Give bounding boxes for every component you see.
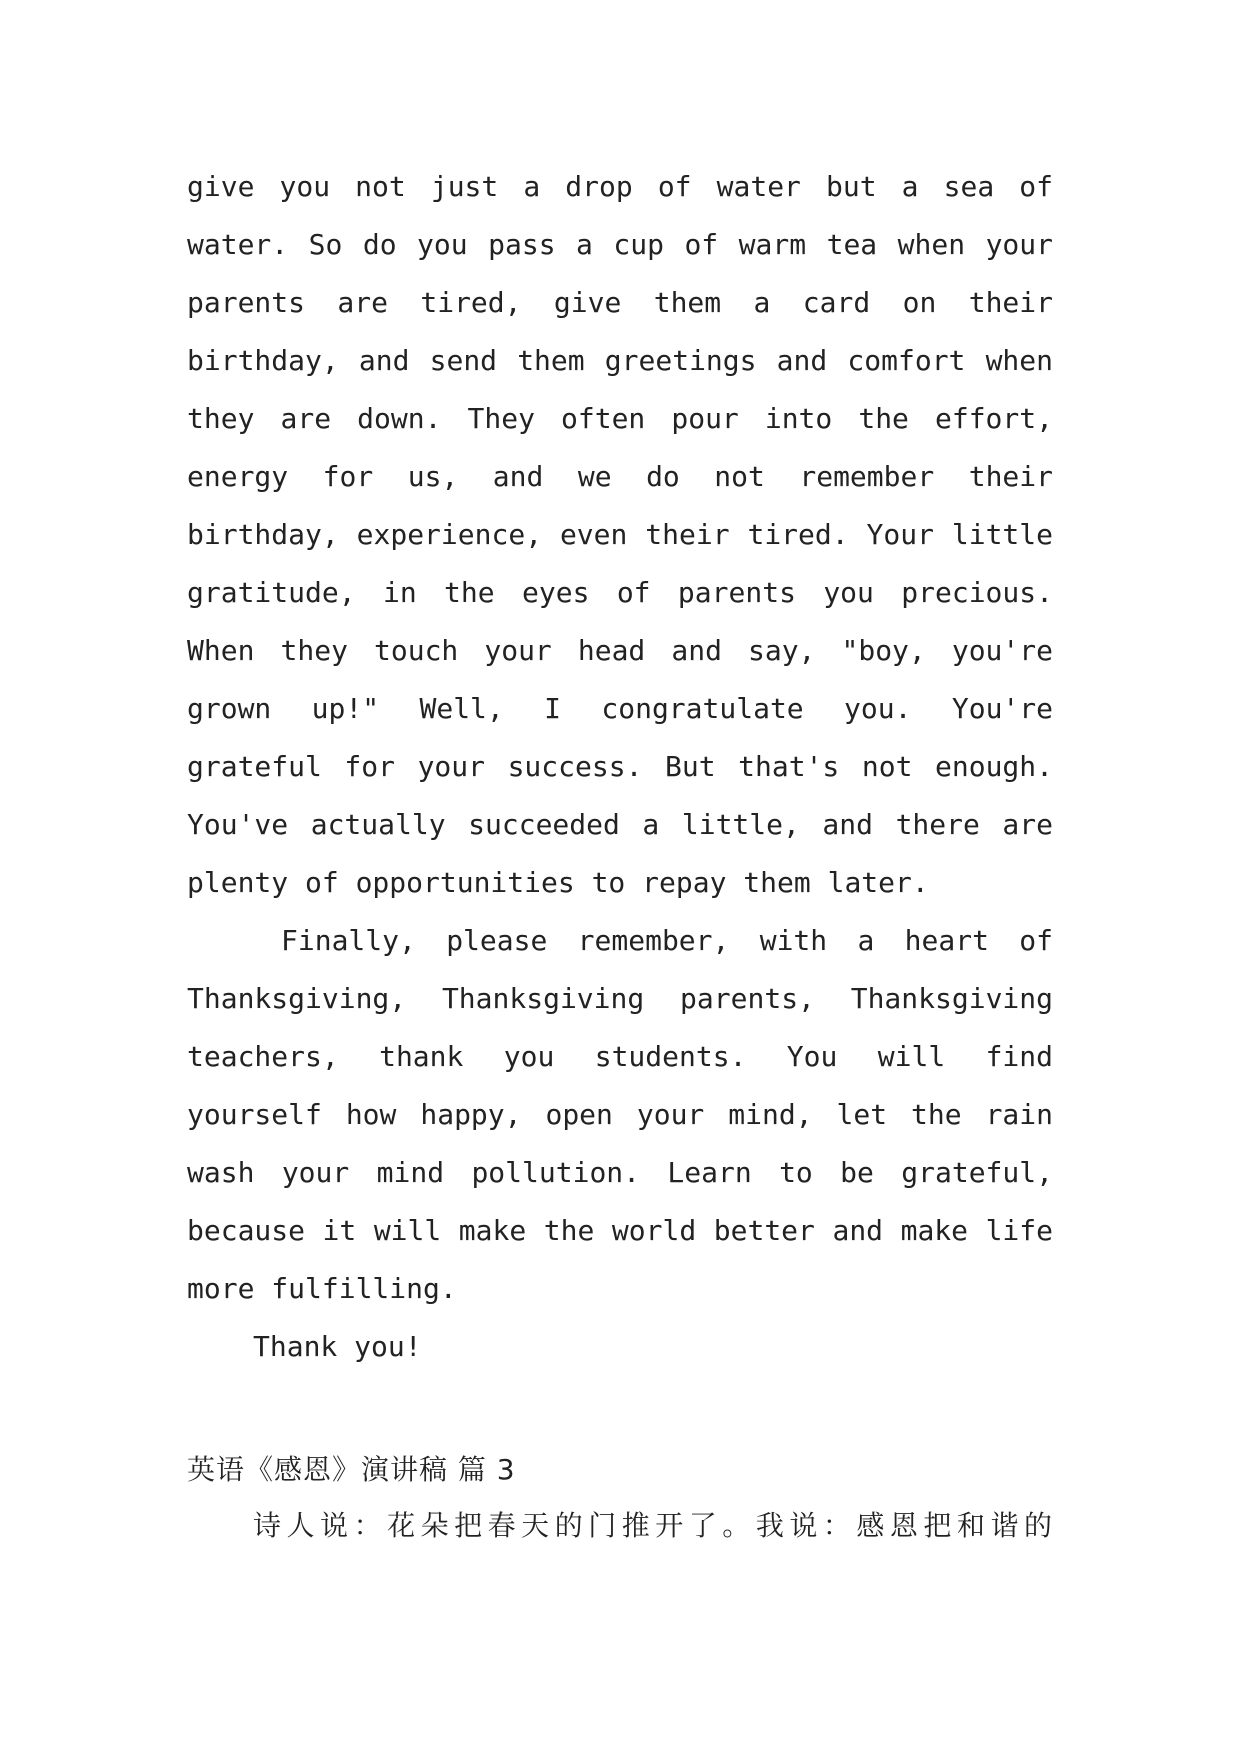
paragraph-line: they are down. They often pour into the effort, (187, 402, 1053, 435)
paragraph-line: teachers, thank you students. You will find (187, 1040, 1053, 1073)
paragraph-line: Finally, please remember, with a heart of (281, 924, 1053, 957)
paragraph-line: When they touch your head and say, "boy, you're (187, 634, 1053, 667)
paragraph-line: birthday, and send them greetings and comfort when (187, 344, 1053, 377)
paragraph-line: Thanksgiving, Thanksgiving parents, Thanksgiving (187, 982, 1053, 1015)
paragraph-line: yourself how happy, open your mind, let the rain (187, 1098, 1053, 1131)
paragraph-line: parents are tired, give them a card on their (187, 286, 1053, 319)
paragraph-gratitude-to-parents (187, 158, 1053, 912)
paragraph-line: give you not just a drop of water but a sea of (187, 170, 1053, 203)
paragraph-line: water. So do you pass a cup of warm tea when your (187, 228, 1053, 261)
paragraph-line: because it will make the world better and make life (187, 1214, 1053, 1247)
paragraph-line: grateful for your success. But that's not enough. (187, 750, 1053, 783)
paragraph-poet-says (187, 1497, 1053, 1555)
paragraph-line: energy for us, and we do not remember their (187, 460, 1053, 493)
section-heading-block (187, 1441, 1053, 1499)
closing-block (187, 1318, 1053, 1376)
paragraph-finally-remember (187, 912, 1053, 1318)
paragraph-line: 诗人说：花朵把春天的门推开了。我说：感恩把和谐的 (253, 1509, 1053, 1542)
closing-thank-you: Thank you! (253, 1330, 422, 1363)
paragraph-line: gratitude, in the eyes of parents you precious. (187, 576, 1053, 609)
paragraph-line: plenty of opportunities to repay them later. (187, 866, 929, 899)
paragraph-line: more fulfilling. (187, 1272, 457, 1305)
section-heading: 英语《感恩》演讲稿 篇 3 (187, 1453, 516, 1486)
paragraph-line: wash your mind pollution. Learn to be grateful, (187, 1156, 1053, 1189)
paragraph-line: birthday, experience, even their tired. Your little (187, 518, 1053, 551)
paragraph-line: grown up!" Well, I congratulate you. You're (187, 692, 1053, 725)
paragraph-line: You've actually succeeded a little, and there are (187, 808, 1053, 841)
